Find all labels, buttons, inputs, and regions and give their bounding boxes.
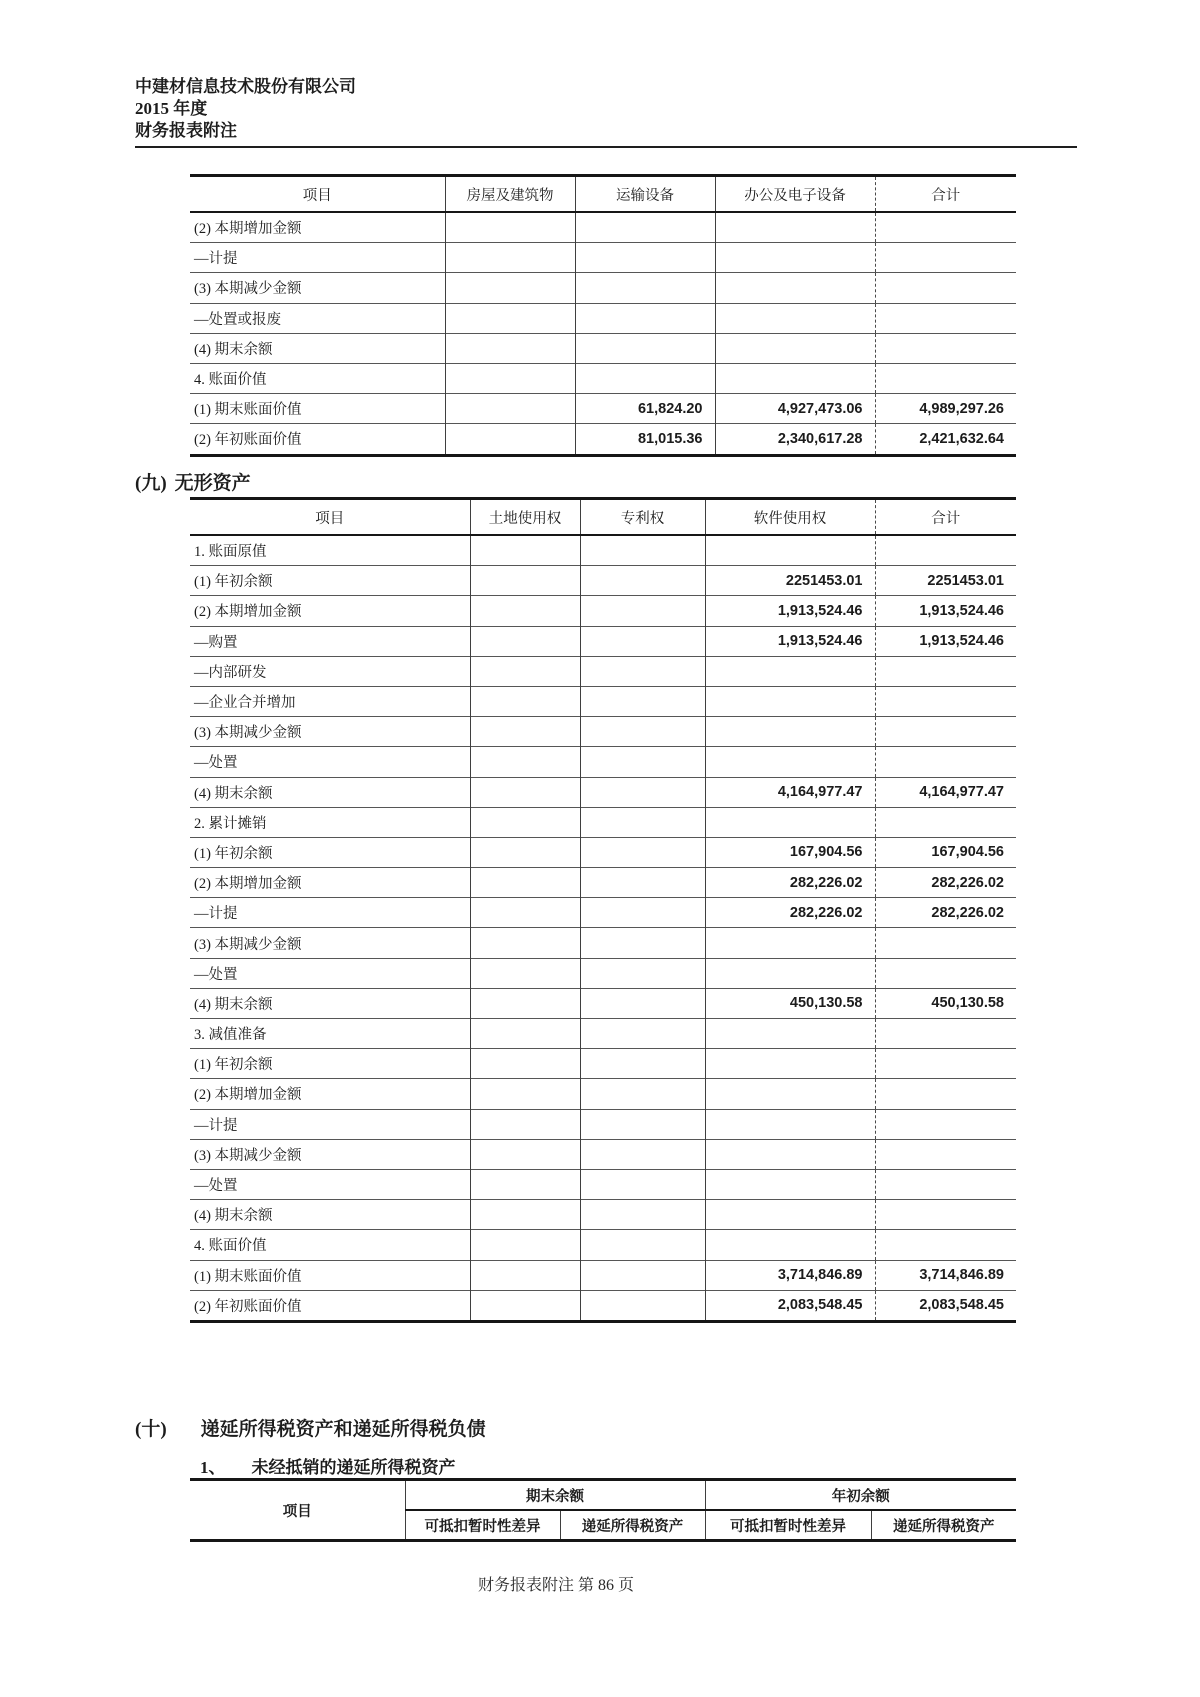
cell-value	[580, 596, 705, 626]
cell-value	[580, 1019, 705, 1049]
fiscal-year: 2015 年度	[135, 99, 208, 118]
cell-value	[575, 333, 715, 363]
cell-value	[470, 1139, 580, 1169]
cell-value	[470, 1049, 580, 1079]
cell-value	[580, 1230, 705, 1260]
cell-value	[875, 1200, 1016, 1230]
cell-value	[875, 928, 1016, 958]
cell-value	[705, 807, 875, 837]
cell-value	[705, 686, 875, 716]
intangible-assets-table-header	[190, 499, 1016, 536]
cell-value	[715, 273, 875, 303]
cell-value	[580, 1200, 705, 1230]
row-label: (3) 本期减少金额	[190, 717, 470, 747]
row-label: (2) 年初账面价值	[190, 1290, 470, 1321]
intangible-assets-table-body	[190, 535, 1016, 1321]
table-row	[190, 1079, 1016, 1109]
cell-value	[715, 333, 875, 363]
section-heading-deferred-tax	[135, 1414, 486, 1441]
cell-value: 282,226.02	[705, 868, 875, 898]
cell-value	[705, 928, 875, 958]
cell-value: 282,226.02	[875, 898, 1016, 928]
column-group-header: 期末余额	[405, 1480, 705, 1511]
row-label: (4) 期末余额	[190, 988, 470, 1018]
row-label: —购置	[190, 626, 470, 656]
row-label: (2) 本期增加金额	[190, 1079, 470, 1109]
table-row	[190, 1290, 1016, 1321]
row-label: (4) 期末余额	[190, 1200, 470, 1230]
row-label: —企业合并增加	[190, 686, 470, 716]
table-row	[190, 303, 1016, 333]
cell-value	[705, 1019, 875, 1049]
column-header: 运输设备	[575, 176, 715, 213]
cell-value	[470, 686, 580, 716]
cell-value	[445, 424, 575, 455]
cell-value	[705, 958, 875, 988]
cell-value	[470, 928, 580, 958]
table-row	[190, 394, 1016, 424]
row-label: (1) 年初余额	[190, 566, 470, 596]
cell-value	[580, 777, 705, 807]
section-title: 递延所得税资产和递延所得税负债	[200, 1419, 486, 1440]
cell-value	[580, 747, 705, 777]
table-row	[190, 626, 1016, 656]
cell-value	[470, 566, 580, 596]
row-label: (3) 本期减少金额	[190, 273, 445, 303]
row-label: 4. 账面价值	[190, 363, 445, 393]
cell-value: 61,824.20	[575, 394, 715, 424]
table-row	[190, 656, 1016, 686]
cell-value	[580, 566, 705, 596]
cell-value: 1,913,524.46	[705, 626, 875, 656]
cell-value	[705, 747, 875, 777]
header-divider	[135, 146, 1077, 148]
cell-value: 1,913,524.46	[705, 596, 875, 626]
column-header: 专利权	[580, 499, 705, 536]
subsection-number: 1、	[200, 1458, 226, 1477]
row-label: (2) 本期增加金额	[190, 868, 470, 898]
deferred-tax-table	[190, 1478, 1016, 1542]
cell-value	[875, 1139, 1016, 1169]
cell-value	[470, 868, 580, 898]
table-row	[190, 1109, 1016, 1139]
cell-value	[705, 1230, 875, 1260]
cell-value: 3,714,846.89	[875, 1260, 1016, 1290]
cell-value: 4,164,977.47	[875, 777, 1016, 807]
table-row	[190, 596, 1016, 626]
row-label: (1) 年初余额	[190, 837, 470, 867]
cell-value	[575, 273, 715, 303]
cell-value	[575, 303, 715, 333]
cell-value	[575, 363, 715, 393]
cell-value	[580, 626, 705, 656]
cell-value	[470, 807, 580, 837]
cell-value	[580, 1079, 705, 1109]
company-name: 中建材信息技术股份有限公司	[135, 77, 356, 96]
column-subheader: 递延所得税资产	[560, 1510, 705, 1541]
cell-value: 1,913,524.46	[875, 596, 1016, 626]
cell-value	[470, 1079, 580, 1109]
cell-value	[875, 333, 1016, 363]
intangible-assets-table	[190, 497, 1016, 1323]
cell-value	[575, 243, 715, 273]
cell-value	[705, 1109, 875, 1139]
cell-value	[470, 837, 580, 867]
section-title: 无形资产	[174, 473, 251, 494]
table-row	[190, 566, 1016, 596]
cell-value	[470, 717, 580, 747]
row-label: —处置	[190, 958, 470, 988]
row-label: (4) 期末余额	[190, 333, 445, 363]
cell-value	[470, 1169, 580, 1199]
column-header: 合计	[875, 176, 1016, 213]
table-row	[190, 898, 1016, 928]
cell-value	[875, 686, 1016, 716]
cell-value	[470, 1290, 580, 1321]
cell-value	[470, 1109, 580, 1139]
cell-value	[715, 243, 875, 273]
cell-value	[875, 656, 1016, 686]
cell-value	[445, 303, 575, 333]
cell-value	[580, 928, 705, 958]
row-label: —内部研发	[190, 656, 470, 686]
cell-value	[875, 747, 1016, 777]
cell-value	[470, 747, 580, 777]
column-subheader: 可抵扣暂时性差异	[405, 1510, 560, 1541]
table-row	[190, 747, 1016, 777]
cell-value	[705, 1139, 875, 1169]
cell-value: 167,904.56	[875, 837, 1016, 867]
table-row	[190, 1260, 1016, 1290]
cell-value	[445, 212, 575, 243]
row-label: —计提	[190, 898, 470, 928]
cell-value	[470, 1200, 580, 1230]
cell-value	[470, 535, 580, 566]
cell-value	[445, 273, 575, 303]
cell-value	[875, 243, 1016, 273]
fixed-assets-table-body	[190, 212, 1016, 455]
table-row	[190, 717, 1016, 747]
row-label: 2. 累计摊销	[190, 807, 470, 837]
cell-value: 1,913,524.46	[875, 626, 1016, 656]
cell-value	[470, 1230, 580, 1260]
subsection-heading-unoffset-deferred-tax	[200, 1453, 456, 1478]
cell-value: 3,714,846.89	[705, 1260, 875, 1290]
table-row	[190, 988, 1016, 1018]
fixed-assets-table-header	[190, 176, 1016, 213]
cell-value	[580, 1049, 705, 1079]
cell-value: 450,130.58	[705, 988, 875, 1018]
cell-value: 2,083,548.45	[705, 1290, 875, 1321]
row-label: 1. 账面原值	[190, 535, 470, 566]
cell-value	[875, 1049, 1016, 1079]
cell-value	[875, 363, 1016, 393]
cell-value	[705, 656, 875, 686]
table-row	[190, 212, 1016, 243]
cell-value	[470, 1019, 580, 1049]
cell-value: 282,226.02	[875, 868, 1016, 898]
cell-value	[715, 363, 875, 393]
table-row	[190, 273, 1016, 303]
cell-value	[470, 596, 580, 626]
row-label: —处置	[190, 1169, 470, 1199]
cell-value	[875, 1019, 1016, 1049]
cell-value: 282,226.02	[705, 898, 875, 928]
table-row	[190, 424, 1016, 455]
row-label: —处置	[190, 747, 470, 777]
cell-value: 81,015.36	[575, 424, 715, 455]
row-label: (3) 本期减少金额	[190, 1139, 470, 1169]
cell-value	[445, 243, 575, 273]
document-header	[135, 76, 356, 142]
table-row	[190, 243, 1016, 273]
column-subheader: 递延所得税资产	[871, 1510, 1016, 1541]
table-row	[190, 837, 1016, 867]
table-row	[190, 333, 1016, 363]
row-label: (2) 本期增加金额	[190, 212, 445, 243]
column-header: 项目	[190, 176, 445, 213]
column-header: 项目	[190, 499, 470, 536]
section-number: (十)	[135, 1419, 167, 1440]
cell-value: 4,164,977.47	[705, 777, 875, 807]
table-row	[190, 807, 1016, 837]
cell-value	[875, 958, 1016, 988]
cell-value	[580, 988, 705, 1018]
column-subheader: 可抵扣暂时性差异	[705, 1510, 871, 1541]
cell-value	[705, 535, 875, 566]
table-row	[190, 1169, 1016, 1199]
cell-value	[575, 212, 715, 243]
row-label: (1) 年初余额	[190, 1049, 470, 1079]
cell-value	[875, 1230, 1016, 1260]
cell-value	[875, 717, 1016, 747]
cell-value	[715, 212, 875, 243]
cell-value	[705, 1049, 875, 1079]
cell-value	[875, 1169, 1016, 1199]
table-row	[190, 928, 1016, 958]
cell-value	[875, 1109, 1016, 1139]
row-label: (1) 期末账面价值	[190, 394, 445, 424]
table-row	[190, 1019, 1016, 1049]
cell-value: 2,340,617.28	[715, 424, 875, 455]
column-header: 房屋及建筑物	[445, 176, 575, 213]
cell-value	[875, 535, 1016, 566]
row-label: —处置或报废	[190, 303, 445, 333]
table-row	[190, 1049, 1016, 1079]
row-label: (2) 年初账面价值	[190, 424, 445, 455]
fixed-assets-table	[190, 174, 1016, 457]
cell-value	[580, 656, 705, 686]
table-row	[190, 1230, 1016, 1260]
cell-value	[580, 898, 705, 928]
cell-value	[470, 958, 580, 988]
cell-value	[470, 656, 580, 686]
cell-value: 450,130.58	[875, 988, 1016, 1018]
table-row	[190, 958, 1016, 988]
cell-value	[580, 1139, 705, 1169]
cell-value: 167,904.56	[705, 837, 875, 867]
table-row	[190, 1139, 1016, 1169]
cell-value	[705, 717, 875, 747]
row-label: (1) 期末账面价值	[190, 1260, 470, 1290]
column-group-header: 年初余额	[705, 1480, 1016, 1511]
cell-value	[580, 535, 705, 566]
cell-value	[875, 807, 1016, 837]
cell-value	[470, 898, 580, 928]
cell-value	[445, 363, 575, 393]
section-number: (九)	[135, 473, 167, 494]
table-row	[190, 535, 1016, 566]
cell-value	[875, 212, 1016, 243]
cell-value	[875, 1079, 1016, 1109]
row-label: —计提	[190, 1109, 470, 1139]
column-header: 办公及电子设备	[715, 176, 875, 213]
cell-value	[580, 1290, 705, 1321]
row-label: 4. 账面价值	[190, 1230, 470, 1260]
table-row	[190, 868, 1016, 898]
cell-value	[580, 686, 705, 716]
subsection-title: 未经抵销的递延所得税资产	[251, 1458, 456, 1477]
row-label: (4) 期末余额	[190, 777, 470, 807]
cell-value: 4,927,473.06	[715, 394, 875, 424]
cell-value	[580, 868, 705, 898]
cell-value	[580, 1109, 705, 1139]
row-label: 3. 减值准备	[190, 1019, 470, 1049]
cell-value: 2,421,632.64	[875, 424, 1016, 455]
cell-value	[470, 988, 580, 1018]
cell-value	[580, 958, 705, 988]
cell-value	[705, 1079, 875, 1109]
cell-value	[580, 1260, 705, 1290]
cell-value	[470, 1260, 580, 1290]
cell-value	[715, 303, 875, 333]
cell-value	[580, 807, 705, 837]
cell-value	[445, 333, 575, 363]
table-row	[190, 363, 1016, 393]
cell-value	[705, 1200, 875, 1230]
column-header: 软件使用权	[705, 499, 875, 536]
cell-value: 2251453.01	[705, 566, 875, 596]
row-label: (2) 本期增加金额	[190, 596, 470, 626]
cell-value	[580, 717, 705, 747]
cell-value: 4,989,297.26	[875, 394, 1016, 424]
column-header: 土地使用权	[470, 499, 580, 536]
cell-value: 2,083,548.45	[875, 1290, 1016, 1321]
cell-value	[875, 273, 1016, 303]
row-label: (3) 本期减少金额	[190, 928, 470, 958]
cell-value	[470, 777, 580, 807]
cell-value	[470, 626, 580, 656]
column-header: 项目	[190, 1480, 405, 1541]
document-title: 财务报表附注	[135, 121, 237, 140]
cell-value	[875, 303, 1016, 333]
cell-value: 2251453.01	[875, 566, 1016, 596]
table-row	[190, 777, 1016, 807]
row-label: —计提	[190, 243, 445, 273]
cell-value	[580, 837, 705, 867]
column-header: 合计	[875, 499, 1016, 536]
page-footer: 财务报表附注 第 86 页	[477, 1577, 634, 1594]
table-row	[190, 1200, 1016, 1230]
cell-value	[705, 1169, 875, 1199]
section-heading-intangible-assets	[135, 468, 251, 495]
deferred-tax-table-header	[190, 1480, 1016, 1541]
cell-value	[445, 394, 575, 424]
cell-value	[580, 1169, 705, 1199]
table-row	[190, 686, 1016, 716]
